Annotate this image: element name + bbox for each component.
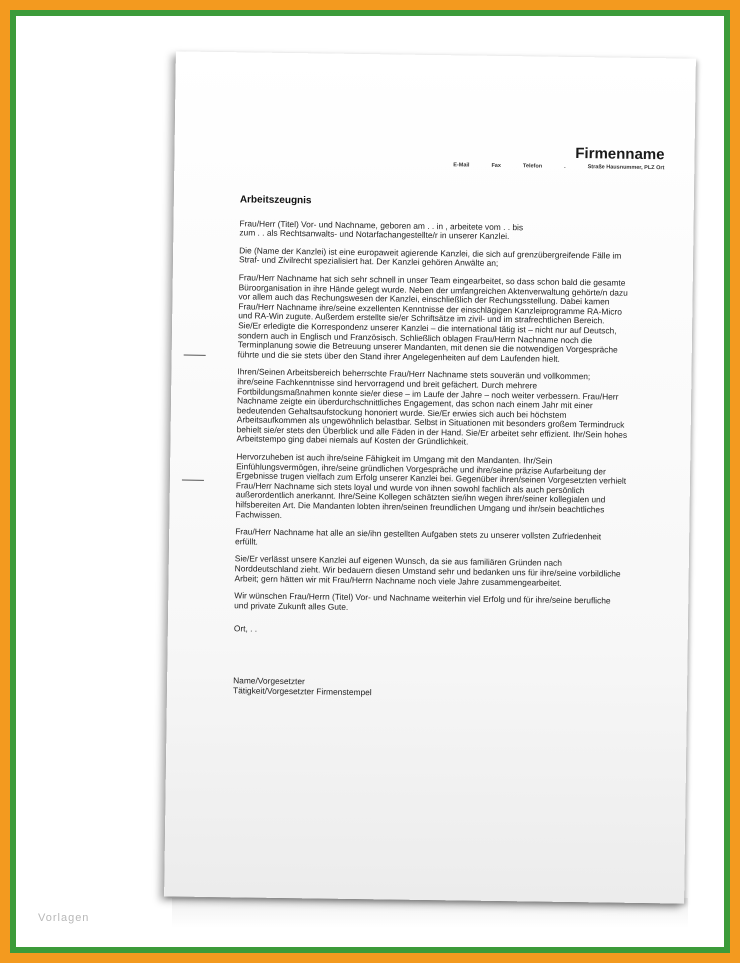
contact-email: E-Mail	[453, 162, 470, 169]
paragraph-wishes: Wir wünschen Frau/Herrn (Titel) Vor- und Nachname weiterhin viel Erfolg und für ihre/seine berufliche und private Zukunft alles Gute.	[234, 590, 611, 612]
contact-line	[453, 162, 664, 171]
paragraph-duties: Frau/Herr Nachname hat sich sehr schnell in unser Team eingearbeitet, so dass schon bald die gesamte Büroorganisation in ihre Hände gelegt wurde. Neben der umfangreichen Aktenverwaltung gehörte/n dazu vor allem auch das Rechungswesen der Kanzlei, einschließlich der Rechungsstellung. Dabei kamen Frau/Herr Nachname ihre/seine exzellenten Kenntnisse der einschlägigen Kanzleiprogramme RA-Micro und RA-Win zugute. Außerdem erstellte sie/er Schriftsätze im zivil- und im strafrechtlichen Bereich. Sie/Er erledigte die Korrespondenz unserer Kanzlei – die international tätig ist – nicht nur auf Deutsch, sondern auch in Englisch und Französisch. Schließlich oblagen Frau/Herrn Nachname noch die Terminplanung sowie die Betreuung unserer Mandanten, mit denen sie die notwendigen Vorgespräche führte und die sie stets über den Stand ihrer Angelegenheiten auf dem Laufenden hielt.	[237, 272, 628, 364]
paragraph-conduct: Hervorzuheben ist auch ihre/seine Fähigkeit im Umgang mit den Mandanten. Ihr/Sein Einfühlungsvermögen, ihre/seine gründlichen Vorgespräche und ihre/seine präzise Aufarbeitung der Ergebnisse trugen vielfach zum Erfolg unserer Kanzlei bei. Gegenüber ihren/seinen Vorgesetzten verhielt Frau/Herr Nachname sich stets loyal und wurde von ihnen sowohl fachlich als auch persönlich außerordentlich anerkannt. Ihre/Seine Kollegen schätzten sie/ihn wegen ihrer/seiner kollegialen und hilfsbereiten Art. Die Mandanten lobten ihren/seinen freundlichen Umgang und ihr/sein beachtliches Fachwissen.	[235, 451, 627, 520]
letter-body	[233, 195, 665, 701]
contact-address: Straße Hausnummer, PLZ Ort	[587, 164, 665, 172]
signature-name: Name/Vorgesetzter	[233, 675, 305, 687]
watermark: Vorlagen	[38, 912, 90, 924]
paragraph-firm: Die (Name der Kanzlei) ist eine europaweit agierende Kanzlei, die sich auf grenzübergreifende Fälle im Straf- und Zivilrecht spezialisiert hat. Der Kanzlei gehören Anwälte an;	[238, 245, 622, 269]
contact-separator: .	[564, 163, 566, 170]
paragraph-intro: Frau/Herr (Titel) Vor- und Nachname, geboren am . . in , arbeitete vom . . bis zum . . als Rechtsanwalts- und Notarfachangestellte/r in unserer Kanzlei.	[239, 217, 524, 242]
company-name: Firmenname	[575, 144, 665, 164]
paragraph-performance: Ihren/Seinen Arbeitsbereich beherrschte Frau/Herr Nachname stets souverän und vollkommen; ihre/seine Fachkenntnisse sind hervorragend und breit gefächert. Durch mehrere Fortbildungsmaßnahmen konnte sie/er diese – im Laufe der Jahre – noch weiter verbessern. Frau/Herr Nachname zeigte ein überdurchschnittliches Engagement, das schon nach einem Jahr mit einer bedeutenden Gehaltsaufstockung honoriert wurde. Sie/Er erwies sich auch bei höchstem Arbeitsaufkommen als ungewöhnlich belastbar. Selbst in Situationen mit besonders großem Termindruck behielt sie/er stets den Überblick und alle Fäden in der Hand. Sie/Er arbeitet sehr effizient. Ihr/Sein hohes Arbeitstempo ging dabei niemals auf Kosten der Gründlichkeit.	[236, 366, 628, 448]
place-date: Ort, . .	[233, 623, 258, 634]
signature-block	[233, 676, 658, 701]
signature-role: Tätigkeit/Vorgesetzter Firmenstempel	[232, 684, 372, 697]
paragraph-departure: Sie/Er verlässt unsere Kanzlei auf eigenen Wunsch, da sie aus familiären Gründen nach Norddeutschland zieht. Wir bedauern diesen Umstand sehr und bedanken uns für ihre/seine vorbildliche Arbeit; gern hätten wir mit Frau/Herrn Nachname noch viele Jahre zusammengearbeitet.	[234, 553, 621, 588]
fold-mark-bottom	[182, 480, 204, 481]
contact-fax: Fax	[491, 162, 501, 169]
fold-mark-top	[184, 355, 206, 356]
paragraph-summary: Frau/Herr Nachname hat alle an sie/ihn gestellten Aufgaben stets zu unserer vollsten Zufriedenheit erfüllt.	[235, 526, 602, 547]
document-title: Arbeitszeugnis	[239, 194, 312, 207]
document-page	[164, 51, 696, 903]
contact-telefon: Telefon	[522, 163, 543, 170]
